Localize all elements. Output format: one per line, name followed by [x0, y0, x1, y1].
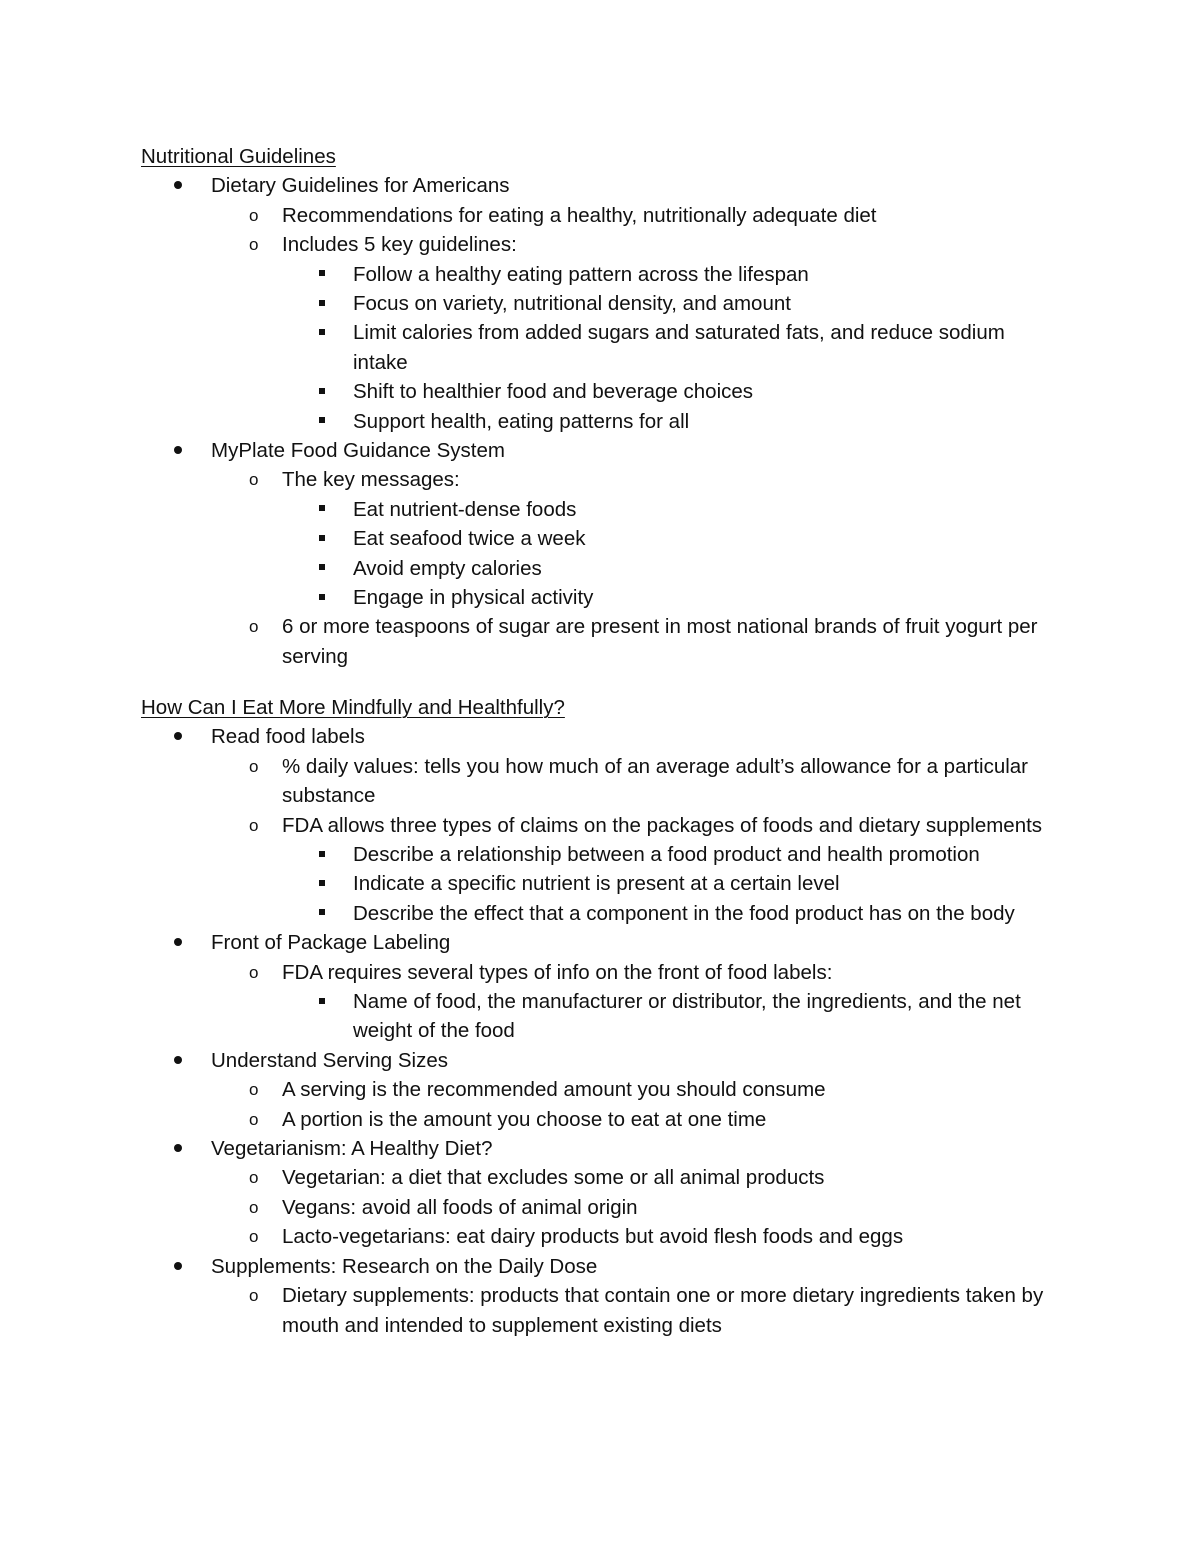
square-bullet-icon [319, 899, 325, 928]
list-item [0, 1105, 1200, 1134]
list-item [0, 524, 1200, 553]
list-item [0, 1281, 1200, 1340]
list-item [0, 465, 1200, 612]
circle-bullet-icon: o [249, 1286, 259, 1306]
square-bullet-icon [319, 554, 325, 583]
circle-bullet-icon: o [249, 1227, 259, 1247]
bullet-icon [174, 171, 182, 200]
list-item [0, 230, 1200, 436]
list-item [0, 928, 1200, 1046]
square-bullet-icon [319, 260, 325, 289]
section-heading: How Can I Eat More Mindfully and Healthfully? [141, 696, 565, 719]
list-item [0, 1222, 1200, 1251]
list-item [0, 752, 1200, 811]
list-item-text: Describe a relationship between a food product and health promotion [353, 843, 980, 867]
list-item-text: FDA allows three types of claims on the packages of foods and dietary supplements [282, 813, 1043, 837]
list-item-text: Read food labels [211, 725, 365, 749]
list-item-text: Lacto-vegetarians: eat dairy products but avoid flesh foods and eggs [282, 1225, 904, 1249]
square-bullet-icon [319, 524, 325, 553]
list-item-text: Dietary Guidelines for Americans [211, 174, 510, 198]
list-item [0, 811, 1200, 929]
list-item [0, 495, 1200, 524]
circle-bullet-icon: o [249, 1109, 259, 1129]
list-item-text: Indicate a specific nutrient is present at a certain level [353, 872, 840, 896]
bullet-list [0, 171, 1200, 671]
circle-bullet-icon: o [249, 756, 259, 776]
list-item-text: Shift to healthier food and beverage choices [353, 380, 754, 404]
list-item-text: A serving is the recommended amount you should consume [282, 1078, 826, 1102]
circle-bullet-icon: o [249, 1168, 259, 1188]
list-item [0, 840, 1200, 869]
list-item-text: Name of food, the manufacturer or distributor, the ingredients, and the net weight of the food [353, 990, 1021, 1043]
list-item [0, 289, 1200, 318]
sub-list [211, 465, 1200, 671]
square-bullet-icon [319, 583, 325, 612]
list-item [0, 987, 1200, 1046]
list-item-text: Recommendations for eating a healthy, nutritionally adequate diet [282, 203, 877, 227]
list-item [0, 722, 1200, 928]
list-item [0, 318, 1200, 377]
circle-bullet-icon: o [249, 235, 259, 255]
sub-list [211, 201, 1200, 436]
circle-bullet-icon: o [249, 962, 259, 982]
list-item [0, 1193, 1200, 1222]
list-item-text: Eat nutrient-dense foods [353, 497, 577, 521]
list-item [0, 1134, 1200, 1252]
list-item [0, 407, 1200, 436]
list-item [0, 260, 1200, 289]
list-item [0, 1163, 1200, 1192]
list-item-text: Includes 5 key guidelines: [282, 233, 517, 257]
sub-sub-list [282, 987, 1200, 1046]
bullet-list [0, 722, 1200, 1340]
list-item-text: Vegetarian: a diet that excludes some or all animal products [282, 1166, 825, 1190]
circle-bullet-icon: o [249, 617, 259, 637]
bullet-icon [174, 436, 182, 465]
list-item-text: Vegans: avoid all foods of animal origin [282, 1195, 638, 1219]
circle-bullet-icon: o [249, 1080, 259, 1100]
sub-sub-list [282, 260, 1200, 436]
list-item-text: A portion is the amount you choose to eat at one time [282, 1107, 767, 1131]
sub-list [211, 752, 1200, 928]
list-item [0, 436, 1200, 671]
list-item [0, 554, 1200, 583]
sub-sub-list [282, 495, 1200, 613]
square-bullet-icon [319, 869, 325, 898]
list-item [0, 612, 1200, 671]
list-item-text: 6 or more teaspoons of sugar are present in most national brands of fruit yogurt per serving [282, 615, 1038, 668]
bullet-icon [174, 1252, 182, 1281]
sub-list [211, 958, 1200, 1046]
square-bullet-icon [319, 318, 325, 347]
list-item [0, 201, 1200, 230]
list-item-text: % daily values: tells you how much of an average adult’s allowance for a particular substance [282, 754, 1028, 808]
list-item-text: Describe the effect that a component in the food product has on the body [353, 901, 1015, 925]
sub-list [211, 1281, 1200, 1340]
square-bullet-icon [319, 495, 325, 524]
list-item-text: Front of Package Labeling [211, 931, 451, 955]
sub-list [211, 1163, 1200, 1251]
list-item-text: Follow a healthy eating pattern across the lifespan [353, 262, 809, 286]
bullet-icon [174, 722, 182, 751]
list-item [0, 1046, 1200, 1134]
list-item-text: Eat seafood twice a week [353, 527, 586, 551]
sub-list [211, 1075, 1200, 1134]
list-item [0, 583, 1200, 612]
list-item-text: Engage in physical activity [353, 586, 594, 610]
bullet-icon [174, 1046, 182, 1075]
list-item-text: Limit calories from added sugars and saturated fats, and reduce sodium intake [353, 321, 1005, 374]
list-item-text: Dietary supplements: products that contain one or more dietary ingredients taken by mouth and intended to supplement existing diets [282, 1284, 1044, 1337]
section-heading: Nutritional Guidelines [141, 145, 336, 168]
circle-bullet-icon: o [249, 470, 259, 490]
square-bullet-icon [319, 987, 325, 1016]
list-item [0, 958, 1200, 1046]
list-item [0, 869, 1200, 898]
circle-bullet-icon: o [249, 1197, 259, 1217]
list-item-text: FDA requires several types of info on the front of food labels: [282, 960, 833, 984]
list-item-text: MyPlate Food Guidance System [211, 439, 505, 463]
square-bullet-icon [319, 407, 325, 436]
list-item-text: Supplements: Research on the Daily Dose [211, 1254, 598, 1278]
list-item [0, 899, 1200, 928]
list-item-text: Support health, eating patterns for all [353, 409, 690, 433]
circle-bullet-icon: o [249, 205, 259, 225]
circle-bullet-icon: o [249, 815, 259, 835]
list-item [0, 377, 1200, 406]
square-bullet-icon [319, 840, 325, 869]
list-item [0, 1252, 1200, 1340]
list-item [0, 1075, 1200, 1104]
list-item-text: Avoid empty calories [353, 556, 542, 580]
list-item-text: Focus on variety, nutritional density, and amount [353, 292, 791, 316]
list-item [0, 171, 1200, 436]
bullet-icon [174, 928, 182, 957]
sub-sub-list [282, 840, 1200, 928]
square-bullet-icon [319, 377, 325, 406]
list-item-text: Vegetarianism: A Healthy Diet? [211, 1137, 493, 1161]
list-item-text: Understand Serving Sizes [211, 1048, 449, 1072]
square-bullet-icon [319, 289, 325, 318]
bullet-icon [174, 1134, 182, 1163]
list-item-text: The key messages: [282, 468, 460, 492]
